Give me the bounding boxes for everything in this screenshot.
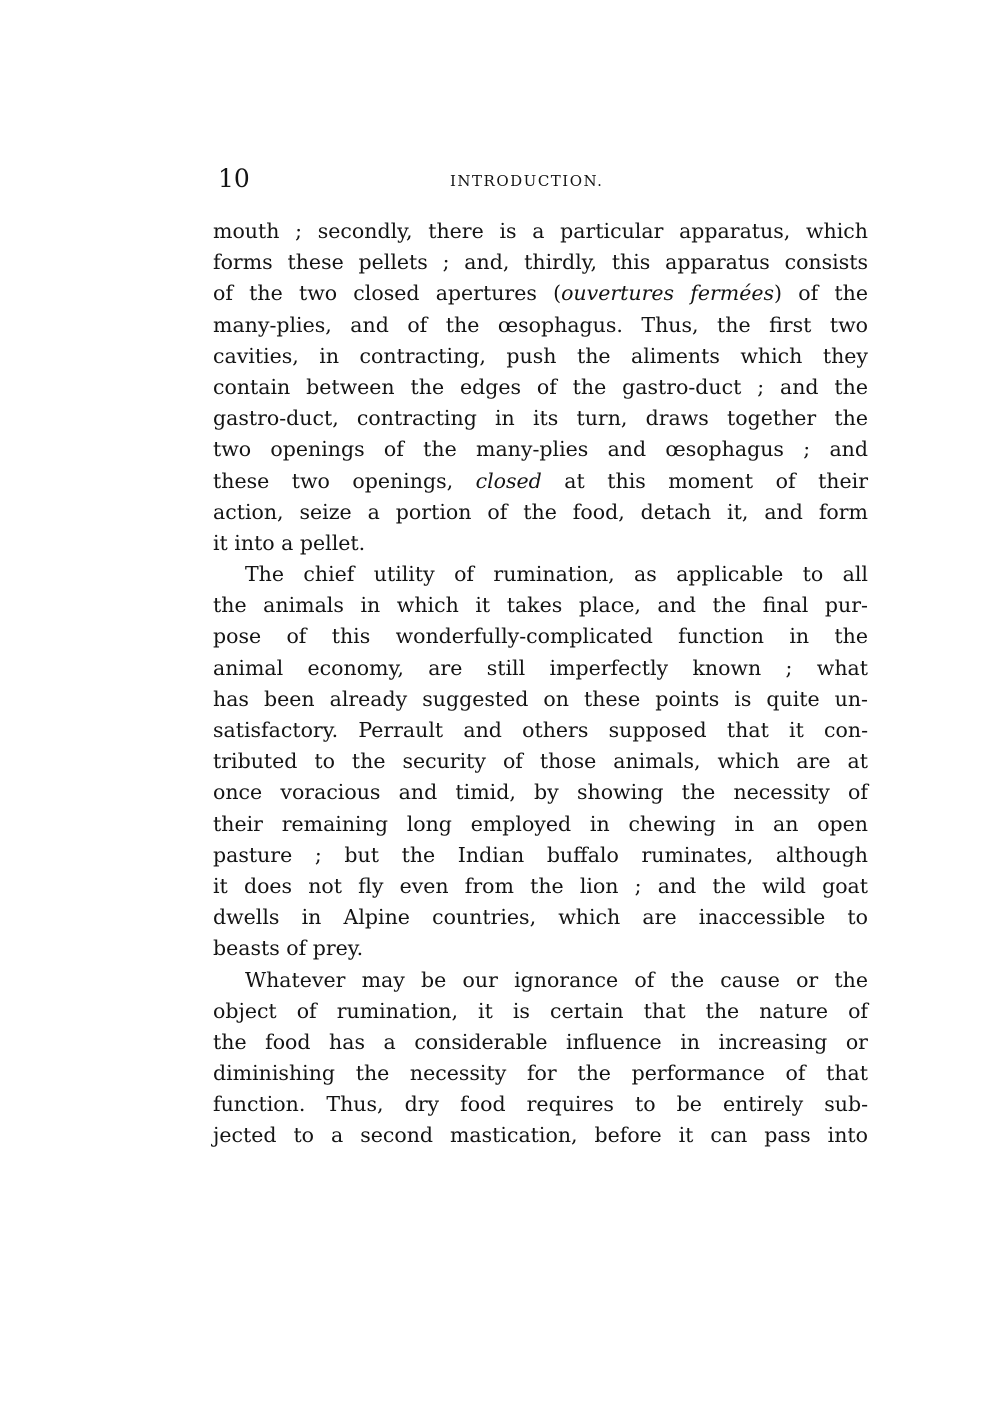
text-line-with-italic: of the two closed apertures (ouvertures fermées) of the bbox=[213, 281, 868, 306]
text-line: many-plies, and of the œsophagus. Thus, the first two bbox=[213, 312, 868, 337]
text-line: two openings of the many-plies and œsophagus ; and bbox=[213, 437, 868, 462]
text-line: tributed to the security of those animals, which are at bbox=[213, 749, 868, 774]
text-line: once voracious and timid, by showing the necessity of bbox=[213, 780, 868, 805]
text-line: gastro-duct, contracting in its turn, draws together the bbox=[213, 406, 868, 431]
text-line: the animals in which it takes place, and the final pur- bbox=[213, 593, 868, 618]
text-line: their remaining long employed in chewing in an open bbox=[213, 811, 868, 836]
text-line: action, seize a portion of the food, detach it, and form bbox=[213, 499, 868, 524]
text-line: diminishing the necessity for the performance of that bbox=[213, 1061, 868, 1086]
text-line: animal economy, are still imperfectly known ; what bbox=[213, 655, 868, 680]
italic-word: closed bbox=[475, 468, 542, 493]
page-number: 10 bbox=[218, 164, 250, 193]
text-line: mouth ; secondly, there is a particular apparatus, which bbox=[213, 219, 868, 243]
text-line: pasture ; but the Indian buffalo ruminates, although bbox=[213, 842, 868, 867]
text-line-with-italic: these two openings, closed at this moment of their bbox=[213, 468, 868, 493]
text-line: the food has a considerable influence in increasing or bbox=[213, 1029, 868, 1054]
text-line: has been already suggested on these points is quite un- bbox=[213, 686, 868, 711]
text-line: forms these pellets ; and, thirdly, this apparatus consists bbox=[213, 250, 868, 275]
text-line: beasts of prey. bbox=[213, 936, 364, 961]
text-line: pose of this wonderfully-complicated function in the bbox=[213, 624, 868, 649]
text-line: it into a pellet. bbox=[213, 530, 366, 555]
running-head: INTRODUCTION. bbox=[450, 172, 604, 190]
text-line: object of rumination, it is certain that the nature of bbox=[213, 998, 868, 1023]
text-line: Whatever may be our ignorance of the cause or the bbox=[245, 967, 868, 992]
body-text bbox=[213, 216, 868, 1152]
text-line: satisfactory. Perrault and others supposed that it con- bbox=[213, 718, 868, 742]
text-line: function. Thus, dry food requires to be entirely sub- bbox=[213, 1092, 868, 1117]
text-line: The chief utility of rumination, as applicable to all bbox=[245, 562, 868, 587]
page-header bbox=[218, 163, 868, 203]
text-line: it does not fly even from the lion ; and the wild goat bbox=[213, 873, 868, 898]
text-line: jected to a second mastication, before it can pass into bbox=[213, 1123, 868, 1148]
text-line: cavities, in contracting, push the aliments which they bbox=[213, 343, 868, 368]
italic-phrase: ouvertures fermées bbox=[561, 281, 775, 306]
text-line: dwells in Alpine countries, which are inaccessible to bbox=[213, 905, 868, 930]
text-line: contain between the edges of the gastro-duct ; and the bbox=[213, 374, 868, 399]
